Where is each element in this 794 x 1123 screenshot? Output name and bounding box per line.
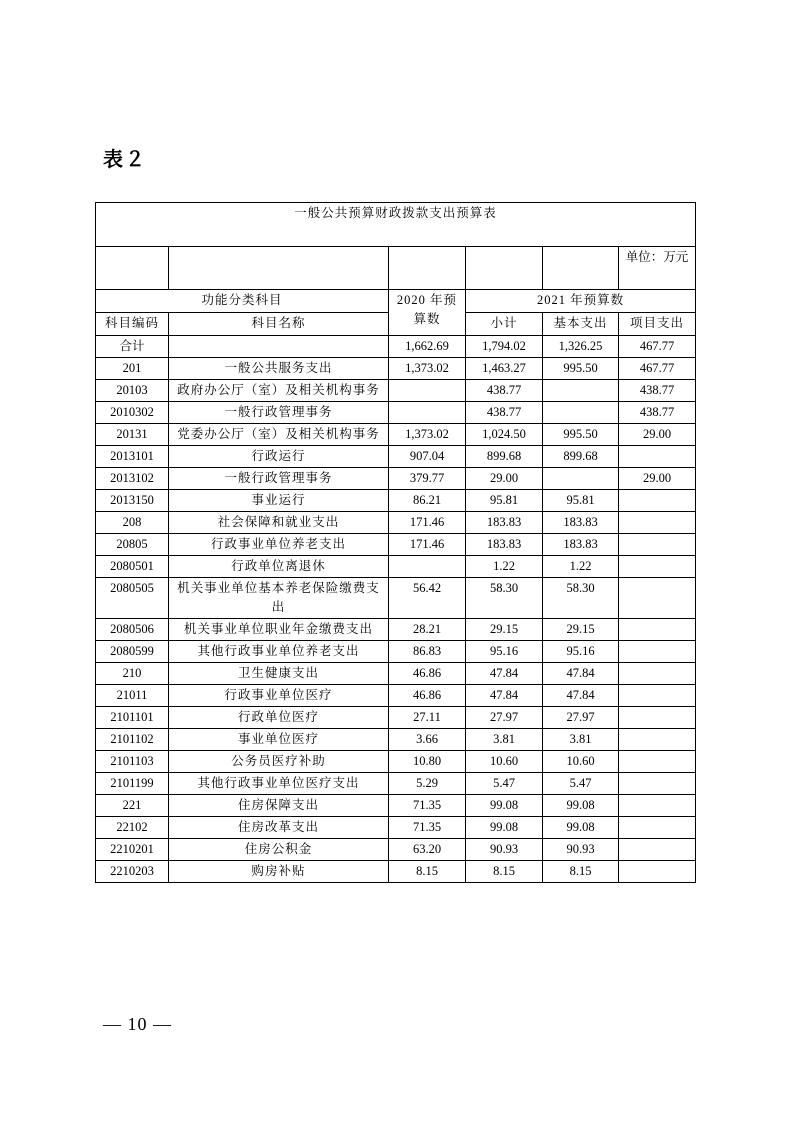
row-project: 467.77 (619, 336, 696, 358)
row-project (619, 751, 696, 773)
row-name: 社会保障和就业支出 (169, 512, 389, 534)
row-code: 201 (96, 358, 169, 380)
row-basic: 47.84 (543, 663, 619, 685)
row-project (619, 641, 696, 663)
row-subtotal: 183.83 (466, 512, 543, 534)
row-code: 2080506 (96, 619, 169, 641)
row-project (619, 512, 696, 534)
header-func-class: 功能分类科目 (96, 290, 389, 313)
row-project (619, 839, 696, 861)
row-code: 2080501 (96, 556, 169, 578)
row-code: 20131 (96, 424, 169, 446)
row-prev-year: 46.86 (389, 685, 466, 707)
row-subtotal: 1,794.02 (466, 336, 543, 358)
row-name: 事业单位医疗 (169, 729, 389, 751)
row-project: 467.77 (619, 358, 696, 380)
page-number: — 10 — (103, 1014, 172, 1034)
row-subtotal: 29.00 (466, 468, 543, 490)
row-name: 党委办公厅（室）及相关机构事务 (169, 424, 389, 446)
row-prev-year (389, 556, 466, 578)
table-row (96, 707, 696, 729)
row-basic: 5.47 (543, 773, 619, 795)
row-subtotal: 10.60 (466, 751, 543, 773)
header-code: 科目编码 (96, 313, 169, 336)
row-basic: 183.83 (543, 534, 619, 556)
table-row (96, 578, 696, 619)
row-basic: 183.83 (543, 512, 619, 534)
row-code: 2101199 (96, 773, 169, 795)
row-prev-year: 28.21 (389, 619, 466, 641)
row-subtotal: 1,024.50 (466, 424, 543, 446)
row-basic: 1.22 (543, 556, 619, 578)
row-name: 政府办公厅（室）及相关机构事务 (169, 380, 389, 402)
row-subtotal: 3.81 (466, 729, 543, 751)
row-name: 其他行政事业单位养老支出 (169, 641, 389, 663)
blank-cell (466, 247, 543, 290)
row-name: 公务员医疗补助 (169, 751, 389, 773)
row-code: 2013102 (96, 468, 169, 490)
row-project: 29.00 (619, 424, 696, 446)
row-name: 行政单位医疗 (169, 707, 389, 729)
row-prev-year: 56.42 (389, 578, 466, 619)
row-code: 22102 (96, 817, 169, 839)
row-name: 卫生健康支出 (169, 663, 389, 685)
row-basic: 99.08 (543, 817, 619, 839)
row-project (619, 729, 696, 751)
row-subtotal: 99.08 (466, 817, 543, 839)
row-project (619, 446, 696, 468)
row-code: 221 (96, 795, 169, 817)
row-code: 2013101 (96, 446, 169, 468)
table-row (96, 751, 696, 773)
row-name: 机关事业单位基本养老保险缴费支出 (169, 578, 389, 619)
row-project (619, 795, 696, 817)
row-project (619, 490, 696, 512)
table-row (96, 490, 696, 512)
row-subtotal: 183.83 (466, 534, 543, 556)
row-prev-year: 1,373.02 (389, 358, 466, 380)
row-name: 机关事业单位职业年金缴费支出 (169, 619, 389, 641)
row-project: 438.77 (619, 402, 696, 424)
row-basic: 58.30 (543, 578, 619, 619)
row-name: 行政运行 (169, 446, 389, 468)
table-row (96, 512, 696, 534)
row-project (619, 773, 696, 795)
row-code: 210 (96, 663, 169, 685)
row-subtotal: 99.08 (466, 795, 543, 817)
table-row (96, 641, 696, 663)
row-prev-year: 63.20 (389, 839, 466, 861)
row-basic: 29.15 (543, 619, 619, 641)
row-code: 20103 (96, 380, 169, 402)
row-basic: 47.84 (543, 685, 619, 707)
row-basic: 10.60 (543, 751, 619, 773)
row-basic: 995.50 (543, 424, 619, 446)
table-row (96, 685, 696, 707)
row-basic: 99.08 (543, 795, 619, 817)
row-basic: 27.97 (543, 707, 619, 729)
row-subtotal: 58.30 (466, 578, 543, 619)
table-row (96, 446, 696, 468)
row-project (619, 663, 696, 685)
row-subtotal: 27.97 (466, 707, 543, 729)
row-prev-year: 1,662.69 (389, 336, 466, 358)
row-subtotal: 1,463.27 (466, 358, 543, 380)
row-name (169, 336, 389, 358)
row-code: 2101103 (96, 751, 169, 773)
row-basic: 1,326.25 (543, 336, 619, 358)
row-project (619, 685, 696, 707)
row-name: 住房改革支出 (169, 817, 389, 839)
row-project (619, 707, 696, 729)
table-row (96, 773, 696, 795)
row-code: 20805 (96, 534, 169, 556)
row-code: 21011 (96, 685, 169, 707)
row-prev-year: 86.21 (389, 490, 466, 512)
row-code: 2101102 (96, 729, 169, 751)
table-row (96, 556, 696, 578)
table-title: 一般公共预算财政拨款支出预算表 (96, 203, 696, 247)
row-project (619, 861, 696, 883)
row-project (619, 619, 696, 641)
table-row (96, 729, 696, 751)
row-subtotal: 8.15 (466, 861, 543, 883)
table-row (96, 424, 696, 446)
row-subtotal: 438.77 (466, 380, 543, 402)
blank-cell (169, 247, 389, 290)
row-subtotal: 1.22 (466, 556, 543, 578)
row-subtotal: 5.47 (466, 773, 543, 795)
row-prev-year: 1,373.02 (389, 424, 466, 446)
row-name: 住房保障支出 (169, 795, 389, 817)
row-code: 2080599 (96, 641, 169, 663)
header-prev-year: 2020 年预算数 (389, 290, 466, 336)
table-row (96, 358, 696, 380)
row-name: 一般公共服务支出 (169, 358, 389, 380)
row-basic (543, 380, 619, 402)
row-basic: 3.81 (543, 729, 619, 751)
row-prev-year: 171.46 (389, 512, 466, 534)
row-code: 208 (96, 512, 169, 534)
header-basic: 基本支出 (543, 313, 619, 336)
row-prev-year: 71.35 (389, 817, 466, 839)
row-code: 2080505 (96, 578, 169, 619)
row-code: 2101101 (96, 707, 169, 729)
row-prev-year: 71.35 (389, 795, 466, 817)
row-name: 一般行政管理事务 (169, 402, 389, 424)
table-row (96, 817, 696, 839)
row-basic: 899.68 (543, 446, 619, 468)
row-subtotal: 899.68 (466, 446, 543, 468)
row-code: 2210203 (96, 861, 169, 883)
row-prev-year: 8.15 (389, 861, 466, 883)
row-name: 住房公积金 (169, 839, 389, 861)
row-code: 2013150 (96, 490, 169, 512)
row-basic (543, 402, 619, 424)
row-prev-year: 10.80 (389, 751, 466, 773)
row-project (619, 534, 696, 556)
header-project: 项目支出 (619, 313, 696, 336)
row-prev-year: 86.83 (389, 641, 466, 663)
row-basic: 995.50 (543, 358, 619, 380)
row-name: 一般行政管理事务 (169, 468, 389, 490)
row-project (619, 556, 696, 578)
table-row (96, 534, 696, 556)
row-subtotal: 29.15 (466, 619, 543, 641)
row-project (619, 578, 696, 619)
row-name: 行政事业单位养老支出 (169, 534, 389, 556)
row-code: 2210201 (96, 839, 169, 861)
table-row (96, 336, 696, 358)
row-prev-year (389, 380, 466, 402)
row-name: 行政事业单位医疗 (169, 685, 389, 707)
row-basic: 90.93 (543, 839, 619, 861)
row-basic: 8.15 (543, 861, 619, 883)
row-subtotal: 47.84 (466, 663, 543, 685)
table-row (96, 839, 696, 861)
row-name: 事业运行 (169, 490, 389, 512)
row-name: 行政单位离退休 (169, 556, 389, 578)
row-project: 29.00 (619, 468, 696, 490)
table-row (96, 795, 696, 817)
row-subtotal: 95.16 (466, 641, 543, 663)
row-prev-year (389, 402, 466, 424)
page-label: 表２ (103, 147, 147, 171)
table-row (96, 380, 696, 402)
row-basic: 95.16 (543, 641, 619, 663)
unit-label: 单位：万元 (619, 247, 696, 290)
row-name: 购房补贴 (169, 861, 389, 883)
blank-cell (543, 247, 619, 290)
row-prev-year: 3.66 (389, 729, 466, 751)
header-name: 科目名称 (169, 313, 389, 336)
table-row (96, 402, 696, 424)
row-code: 合计 (96, 336, 169, 358)
table-row (96, 861, 696, 883)
table-row (96, 468, 696, 490)
row-code: 2010302 (96, 402, 169, 424)
row-name: 其他行政事业单位医疗支出 (169, 773, 389, 795)
row-subtotal: 438.77 (466, 402, 543, 424)
blank-cell (389, 247, 466, 290)
row-subtotal: 95.81 (466, 490, 543, 512)
header-curr-year: 2021 年预算数 (466, 290, 696, 313)
row-basic: 95.81 (543, 490, 619, 512)
row-prev-year: 5.29 (389, 773, 466, 795)
row-prev-year: 907.04 (389, 446, 466, 468)
row-subtotal: 90.93 (466, 839, 543, 861)
row-prev-year: 46.86 (389, 663, 466, 685)
table-row (96, 663, 696, 685)
table-row (96, 619, 696, 641)
row-project (619, 817, 696, 839)
row-project: 438.77 (619, 380, 696, 402)
row-basic (543, 468, 619, 490)
blank-cell (96, 247, 169, 290)
row-prev-year: 379.77 (389, 468, 466, 490)
budget-table (95, 202, 696, 883)
row-subtotal: 47.84 (466, 685, 543, 707)
header-subtotal: 小计 (466, 313, 543, 336)
row-prev-year: 27.11 (389, 707, 466, 729)
row-prev-year: 171.46 (389, 534, 466, 556)
